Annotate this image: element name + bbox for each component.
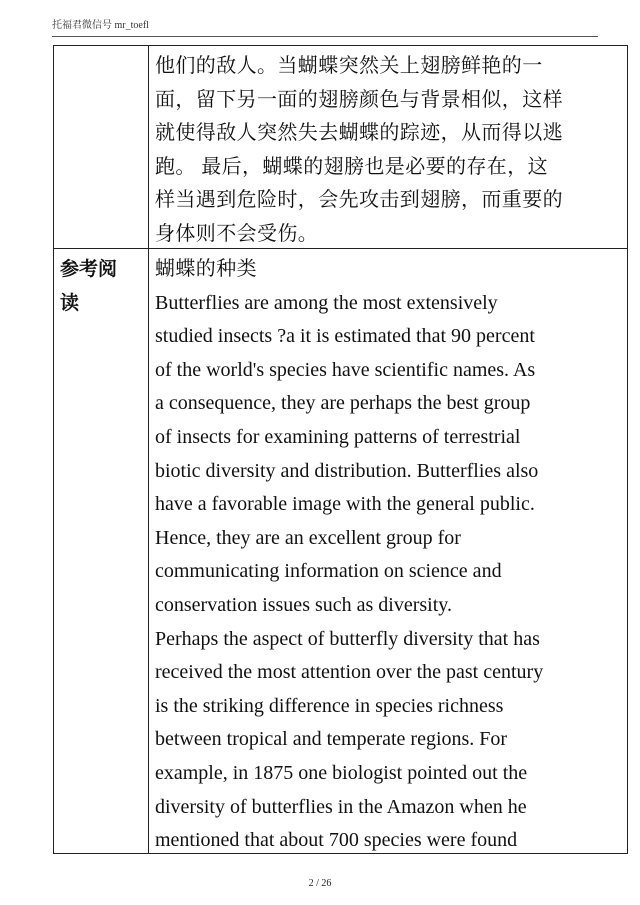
header-text: 托福君微信号 mr_toefl <box>52 20 149 31</box>
text-line: 他们的敌人。当蝴蝶突然关上翅膀鲜艳的一 <box>155 55 543 77</box>
text-line: a consequence, they are perhaps the best group <box>155 392 531 415</box>
content-table <box>53 45 628 854</box>
row-label <box>54 249 148 853</box>
text-line: mentioned that about 700 species were found <box>155 829 518 852</box>
text-line: Perhaps the aspect of butterfly diversity that has <box>155 627 540 650</box>
label-line: 参考阅 <box>60 258 118 280</box>
text-line: 样当遇到危险时，会先攻击到翅膀，而重要的 <box>155 189 563 212</box>
text-line: have a favorable image with the general public. <box>155 493 535 516</box>
text-line: diversity of butterflies in the Amazon when he <box>155 795 527 818</box>
text-line: studied insects ?a it is estimated that 90 percent <box>155 325 535 348</box>
reading-passage <box>149 249 627 853</box>
passage-subtitle: 蝴蝶的种类 <box>155 258 257 280</box>
text-line: received the most attention over the past century <box>155 661 544 684</box>
text-line: of insects for examining patterns of terrestrial <box>155 425 521 448</box>
text-line: between tropical and temperate regions. For <box>155 728 508 751</box>
table-row <box>54 46 628 249</box>
text-line: biotic diversity and distribution. Butterflies also <box>155 459 539 482</box>
text-line: example, in 1875 one biologist pointed out the <box>155 761 528 784</box>
chinese-paragraph <box>149 46 627 248</box>
page-header <box>52 16 598 37</box>
text-line: of the world's species have scientific names. As <box>155 358 536 381</box>
row-label-cell <box>54 46 149 249</box>
row-label <box>54 46 148 248</box>
table-row <box>54 249 628 854</box>
text-line: Butterflies are among the most extensively <box>155 291 498 314</box>
text-line: communicating information on science and <box>155 560 502 583</box>
page-number: 2 / 26 <box>308 878 332 889</box>
row-content-cell <box>149 46 628 249</box>
label-line: 读 <box>60 291 80 314</box>
text-line: 面，留下另一面的翅膀颜色与背景相似，这样 <box>155 88 563 111</box>
text-line: 身体则不会受伤。 <box>155 222 319 245</box>
text-line: 就使得敌人突然失去蝴蝶的踪迹，从而得以逃 <box>155 122 563 145</box>
text-line: conservation issues such as diversity. <box>155 593 452 616</box>
text-line: Hence, they are an excellent group for <box>155 526 461 549</box>
text-line: is the striking difference in species richness <box>155 694 504 717</box>
row-content-cell <box>149 249 628 854</box>
row-label-cell <box>54 249 149 854</box>
text-line: 跑。 最后，蝴蝶的翅膀也是必要的存在，这 <box>155 155 548 178</box>
